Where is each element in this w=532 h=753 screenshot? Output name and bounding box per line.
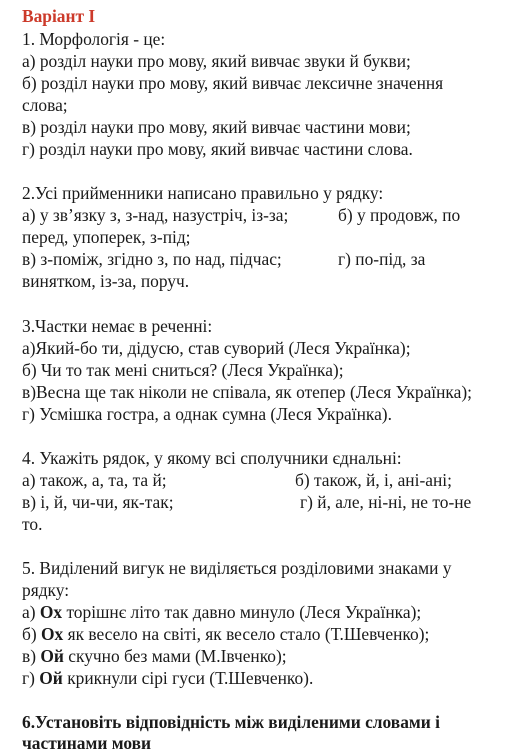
q4-option-d-continued: то. bbox=[22, 514, 43, 534]
q5-option-d-interjection: Ой bbox=[39, 668, 63, 688]
q3-option-a: а)Який-бо ти, дідусю, став суворий (Леся Українка); bbox=[22, 338, 411, 358]
q5-option-d-prefix: г) bbox=[22, 668, 40, 688]
q1-option-c: в) розділ науки про мову, який вивчає частини мови; bbox=[22, 117, 411, 137]
q2-row-cd bbox=[22, 249, 512, 269]
q5-question-continued: рядку: bbox=[22, 580, 70, 600]
q2-question: 2.Усі прийменники написано правильно у рядку: bbox=[22, 183, 384, 203]
q5-question: 5. Виділений вигук не виділяється розділовими знаками у bbox=[22, 558, 452, 578]
q2-option-b: б) у продовж, по bbox=[338, 205, 461, 225]
q3-option-d: г) Усмішка гостра, а однак сумна (Леся Українка). bbox=[22, 404, 392, 424]
q1-option-b-continued: слова; bbox=[22, 95, 68, 115]
q5-option-b-text: як весело на світі, як весело стало (Т.Шевченко); bbox=[63, 624, 430, 644]
q5-option-d bbox=[22, 668, 313, 688]
q2-option-d: г) по-під, за bbox=[338, 249, 426, 269]
q4-row-ab bbox=[22, 470, 512, 490]
q2-option-b-continued: перед, упоперек, з-під; bbox=[22, 227, 191, 247]
q6-question-continued: частинами мови bbox=[22, 733, 152, 753]
q4-option-b: б) також, й, і, ані-ані; bbox=[295, 470, 452, 490]
q5-option-d-text: крикнули сірі гуси (Т.Шевченко). bbox=[62, 668, 314, 688]
q4-option-c: в) і, й, чи-чи, як-так; bbox=[22, 492, 174, 512]
q5-option-c-prefix: в) bbox=[22, 646, 41, 666]
q3-option-c: в)Весна ще так ніколи не співала, як отепер (Леся Українка); bbox=[22, 382, 472, 402]
q5-option-c-text: скучно без мами (М.Івченко); bbox=[63, 646, 287, 666]
q5-option-a-text: торішнє літо так давно минуло (Леся Українка); bbox=[62, 602, 422, 622]
q3-option-b: б) Чи то так мені сниться? (Леся Українка); bbox=[22, 360, 344, 380]
q6-question: 6.Установіть відповідність між виділеними словами і bbox=[22, 712, 440, 732]
q1-option-d: г) розділ науки про мову, який вивчає частини слова. bbox=[22, 139, 413, 159]
q2-option-c: в) з-поміж, згідно з, по над, підчас; bbox=[22, 249, 282, 269]
q2-option-a: а) у зв’язку з, з-над, назустріч, із-за; bbox=[22, 205, 289, 225]
q4-option-d: г) й, але, ні-ні, не то-не bbox=[300, 492, 472, 512]
q4-row-cd bbox=[22, 492, 512, 512]
q5-option-b-prefix: б) bbox=[22, 624, 41, 644]
q5-option-a-prefix: а) bbox=[22, 602, 40, 622]
q2-row-ab bbox=[22, 205, 512, 225]
q4-question: 4. Укажіть рядок, у якому всі сполучники єднальні: bbox=[22, 448, 402, 468]
q5-option-b bbox=[22, 624, 429, 644]
q5-option-c bbox=[22, 646, 287, 666]
q4-option-a: а) також, а, та, та й; bbox=[22, 470, 167, 490]
variant-title: Варіант І bbox=[22, 6, 96, 26]
q1-option-a: а) розділ науки про мову, який вивчає звуки й букви; bbox=[22, 51, 411, 71]
q5-option-a-interjection: Ох bbox=[39, 602, 63, 622]
q5-option-a bbox=[22, 602, 421, 622]
q5-option-b-interjection: Ох bbox=[41, 624, 64, 644]
q2-option-d-continued: винятком, із-за, поруч. bbox=[22, 271, 190, 291]
q3-question: 3.Частки немає в реченні: bbox=[22, 316, 213, 336]
q1-option-b: б) розділ науки про мову, який вивчає лексичне значення bbox=[22, 73, 444, 93]
q5-option-c-interjection: Ой bbox=[40, 646, 64, 666]
q1-question: 1. Морфологія - це: bbox=[22, 29, 166, 49]
